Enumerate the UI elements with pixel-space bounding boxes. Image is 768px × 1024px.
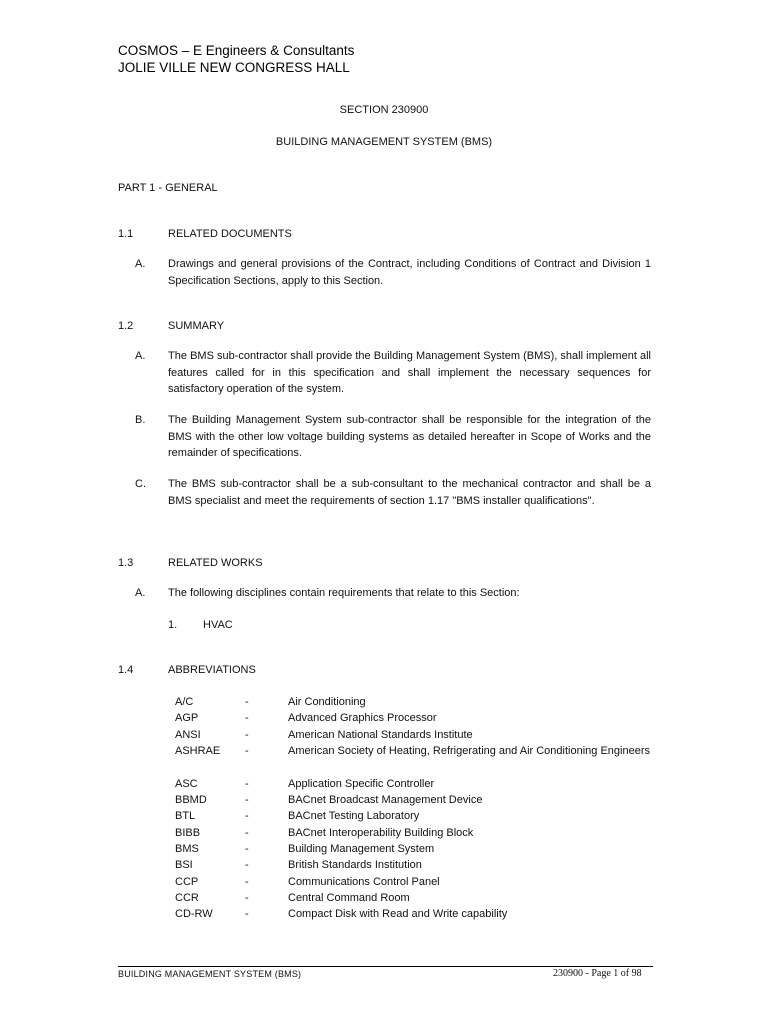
item-text: The BMS sub-contractor shall provide the Building Management System (BMS), shall implement all features called for in this specification and shall implement the necessary sequences for satisfactory operation of the system. (168, 350, 651, 395)
part-heading: PART 1 - GENERAL (118, 182, 218, 194)
clause-title: ABBREVIATIONS (168, 664, 256, 676)
abbreviation-meaning: Compact Disk with Read and Write capability (288, 908, 508, 920)
item-letter: A. (135, 350, 146, 362)
abbreviation-meaning: BACnet Interoperability Building Block (288, 827, 474, 839)
abbreviation-meaning: American Society of Heating, Refrigerating and Air Conditioning Engineers (288, 745, 650, 757)
abbreviation: CCP (175, 876, 199, 888)
abbreviation: ANSI (175, 729, 201, 741)
section-title: BUILDING MANAGEMENT SYSTEM (BMS) (275, 136, 493, 148)
item-text: The Building Management System sub-contractor shall be responsible for the integration of the BMS with the other low voltage building systems as detailed hereafter in Scope of Works and the remainder of specifications. (168, 414, 651, 459)
abbreviation-meaning: Building Management System (288, 843, 435, 855)
dash: - (245, 908, 249, 920)
abbreviation-meaning: Air Conditioning (288, 696, 366, 708)
subitem-text: HVAC (203, 619, 233, 631)
dash: - (245, 745, 249, 757)
abbreviation: CCR (175, 892, 199, 904)
document-header (118, 42, 354, 76)
dash: - (245, 892, 249, 904)
dash: - (245, 876, 249, 888)
dash: - (245, 843, 249, 855)
dash: - (245, 810, 249, 822)
dash: - (245, 712, 249, 724)
clause-number: 1.4 (118, 664, 134, 676)
abbreviation: BMS (175, 843, 199, 855)
dash: - (245, 827, 249, 839)
item-letter: B. (135, 414, 146, 426)
clause-number: 1.3 (118, 557, 134, 569)
dash: - (245, 859, 249, 871)
abbreviation-meaning: Advanced Graphics Processor (288, 712, 437, 724)
abbreviation-meaning: BACnet Testing Laboratory (288, 810, 420, 822)
abbreviation-meaning: Communications Control Panel (288, 876, 440, 888)
abbreviation: ASC (175, 778, 198, 790)
item-letter: C. (135, 478, 146, 490)
item-text: Drawings and general provisions of the Contract, including Conditions of Contract and Division 1 Specification Sections, apply to this Section. (168, 258, 651, 287)
abbreviation-meaning: British Standards Institution (288, 859, 422, 871)
footer-page-number: 230900 - Page 1 of 98 (553, 968, 642, 979)
abbreviation-meaning: Application Specific Controller (288, 778, 435, 790)
project-name: JOLIE VILLE NEW CONGRESS HALL (118, 60, 350, 75)
abbreviation-meaning: American National Standards Institute (288, 729, 473, 741)
abbreviation: BBMD (175, 794, 207, 806)
section-number: SECTION 230900 (339, 104, 429, 116)
subitem-number: 1. (168, 619, 178, 631)
clause-title: RELATED DOCUMENTS (168, 228, 292, 240)
clause-number: 1.1 (118, 228, 134, 240)
clause-title: RELATED WORKS (168, 557, 263, 569)
footer-divider (118, 966, 653, 967)
item-letter: A. (135, 587, 146, 599)
dash: - (245, 729, 249, 741)
item-text: The following disciplines contain requirements that relate to this Section: (168, 587, 520, 599)
abbreviation: ASHRAE (175, 745, 221, 757)
abbreviation-meaning: Central Command Room (288, 892, 410, 904)
dash: - (245, 696, 249, 708)
clause-title: SUMMARY (168, 320, 225, 332)
abbreviation: BTL (175, 810, 196, 822)
item-letter: A. (135, 258, 146, 270)
abbreviation-meaning: BACnet Broadcast Management Device (288, 794, 483, 806)
abbreviation: BIBB (175, 827, 201, 839)
company-name: COSMOS – E Engineers & Consultants (118, 43, 355, 58)
abbreviation: A/C (175, 696, 194, 708)
item-text: The BMS sub-contractor shall be a sub-consultant to the mechanical contractor and shall be a BMS specialist and meet the requirements of section 1.17 "BMS installer qualifications". (168, 478, 651, 507)
footer-document-title: BUILDING MANAGEMENT SYSTEM (BMS) (118, 969, 302, 979)
dash: - (245, 778, 249, 790)
dash: - (245, 794, 249, 806)
abbreviation: CD-RW (175, 908, 213, 920)
clause-number: 1.2 (118, 320, 134, 332)
abbreviation: BSI (175, 859, 193, 871)
abbreviation: AGP (175, 712, 199, 724)
